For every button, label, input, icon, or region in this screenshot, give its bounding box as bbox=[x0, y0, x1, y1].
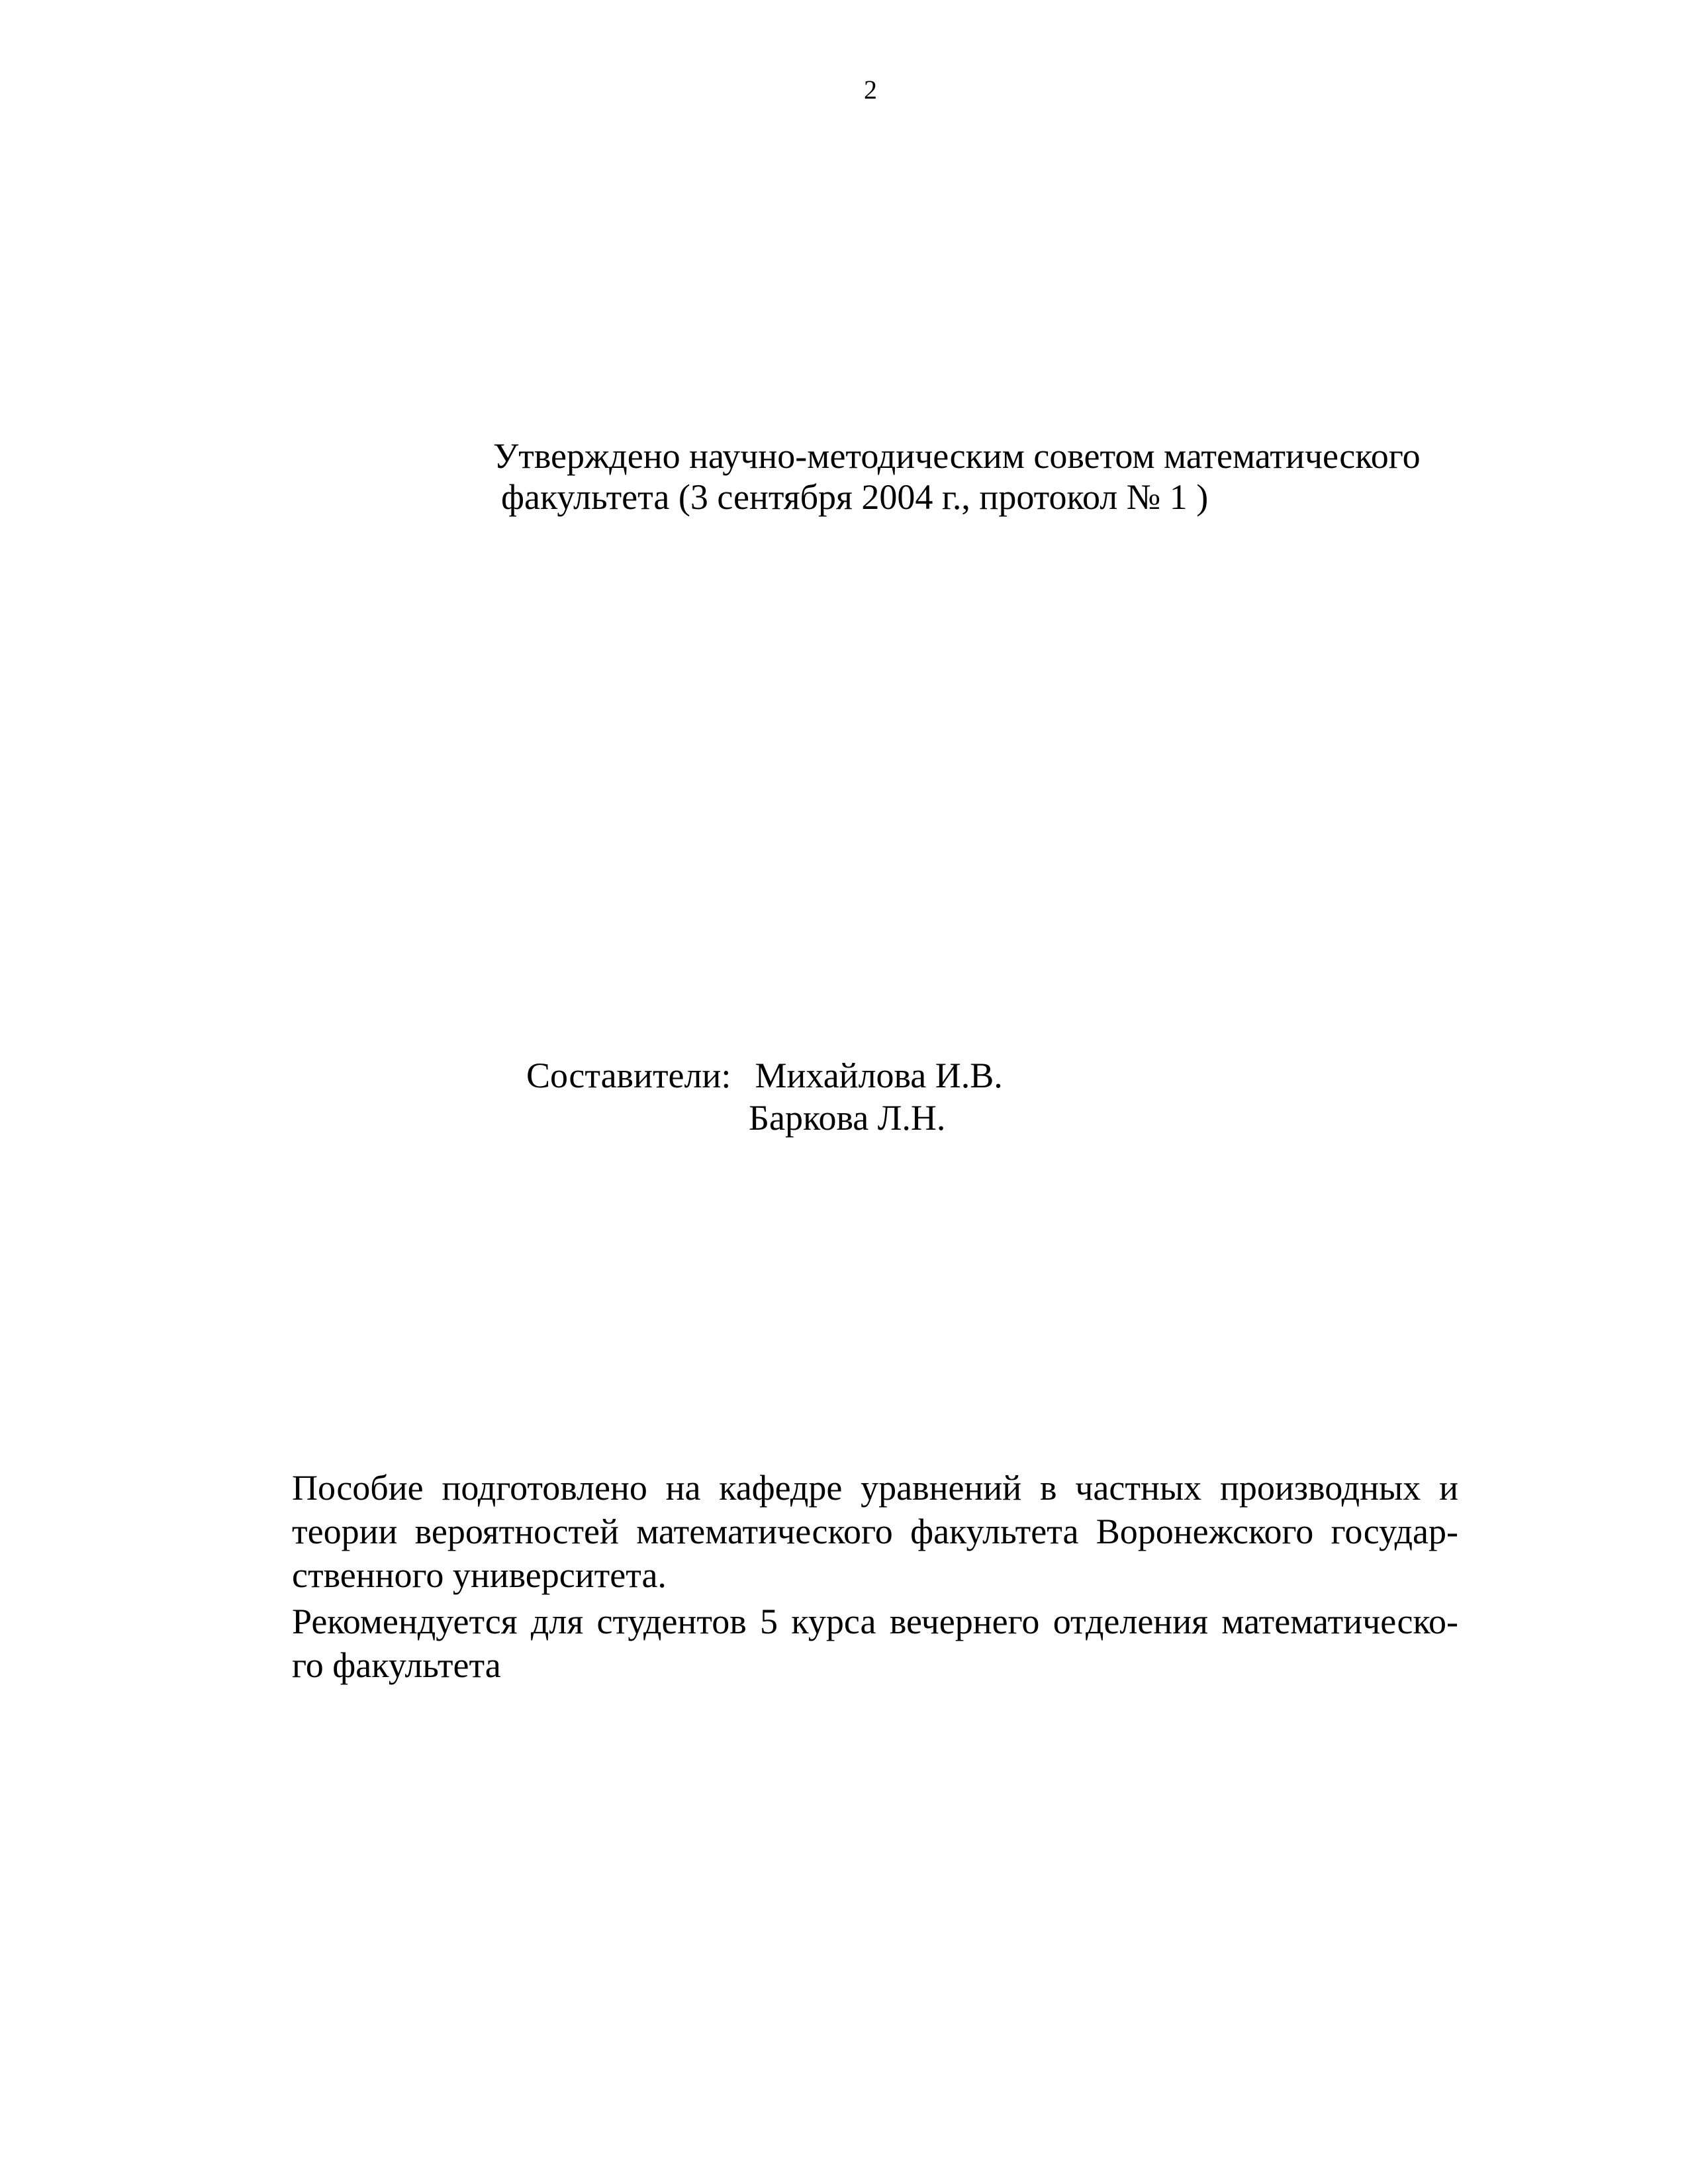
approval-statement bbox=[493, 435, 1421, 518]
recommendation-note-line-1: Рекомендуется для студентов 5 курса вечернего отделения математическо- bbox=[292, 1602, 1458, 1641]
prepared-note bbox=[292, 1466, 1458, 1597]
approval-line-2: факультета (3 сентября 2004 г., протокол № 1 ) bbox=[501, 477, 1209, 517]
recommendation-note-line-2: го факультета bbox=[292, 1645, 501, 1685]
prepared-note-line-1: Пособие подготовлено на кафедре уравнений в частных производных и bbox=[292, 1468, 1458, 1508]
compiler-name-1: Михайлова И.В. bbox=[755, 1056, 1003, 1095]
compilers-block bbox=[526, 1054, 1003, 1139]
recommendation-note bbox=[292, 1600, 1458, 1687]
prepared-note-line-2: теории вероятностей математического факультета Воронежского государ- bbox=[292, 1512, 1458, 1551]
prepared-note-line-3: ственного университета. bbox=[292, 1555, 667, 1595]
compilers-label: Составители: bbox=[526, 1056, 731, 1095]
page-number: 2 bbox=[864, 75, 877, 105]
approval-line-1: Утверждено научно-методическим советом математического bbox=[493, 436, 1421, 476]
compilers-row-1 bbox=[526, 1054, 1003, 1097]
compiler-name-2: Баркова Л.Н. bbox=[749, 1098, 946, 1138]
